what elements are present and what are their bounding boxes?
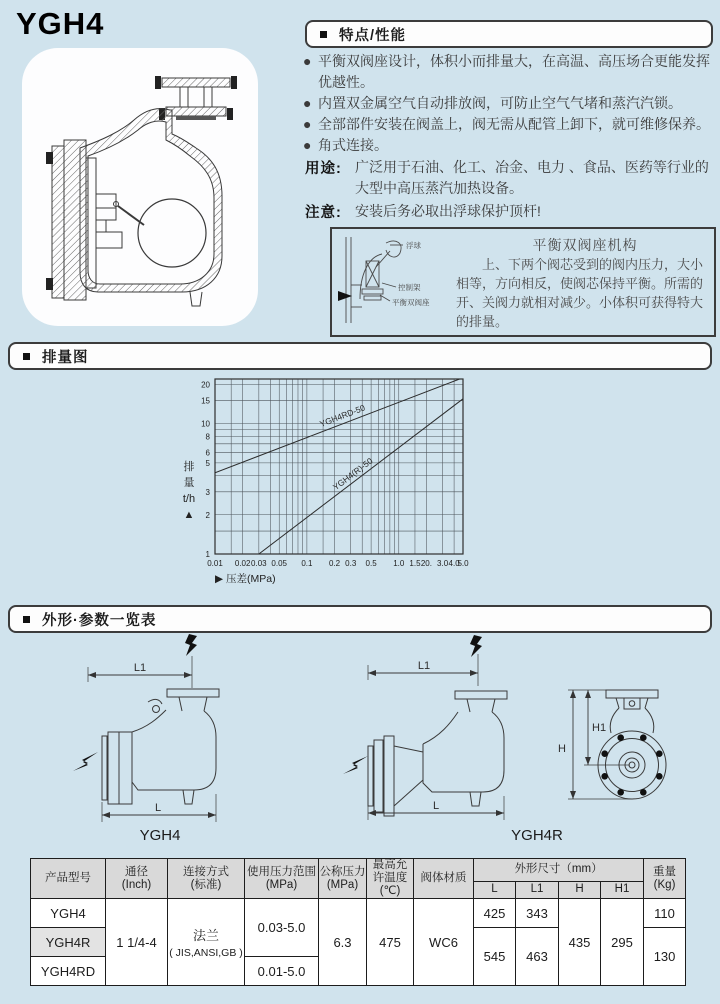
y-axis-label: t/h — [182, 493, 196, 505]
cell-bore: 1 1/4-4 — [106, 899, 168, 986]
feature-item — [303, 93, 717, 114]
plot-border — [215, 379, 463, 554]
section-header-features — [305, 20, 713, 48]
col-header-dim-h1: H1 — [601, 881, 644, 898]
feature-list — [303, 51, 717, 156]
cell-pressure-range: 0.03-5.0 — [245, 899, 319, 957]
cell-dim-l: 545 — [474, 928, 516, 986]
cell-dim-h1: 295 — [601, 899, 644, 986]
feature-item — [303, 114, 717, 135]
mechanism-body-text: 上、下两个阀芯受到的阀内压力，大小相等，方向相反，使阀芯保持平衡。所需的开、关阀力就相对减少。小体积可获得特大的排量。 — [456, 257, 704, 329]
col-header-dim-l1: L1 — [516, 881, 559, 898]
flow-direction-arrow-icon — [343, 756, 368, 774]
col-header-dimensions-group: 外形尺寸（mm） — [474, 859, 644, 882]
x-tick-label: 4.0 — [448, 559, 460, 568]
ygh4r-drawing-label: YGH4R — [511, 827, 563, 844]
section-title: 排量图 — [42, 349, 89, 366]
series-line — [215, 378, 463, 473]
col-header-bore: 通径 (Inch) — [106, 859, 168, 899]
y-tick-label: 3 — [205, 487, 210, 497]
dim-label-l: L — [154, 802, 162, 814]
y-tick-label: 6 — [205, 448, 210, 458]
mechanism-title: 平衡双阀座机构 — [532, 237, 638, 253]
section-marker-icon — [320, 31, 327, 38]
col-header-max-temp: 最高允 许温度 (℃) — [367, 859, 414, 899]
dim-label-h: H — [558, 743, 566, 755]
section-header-discharge-chart — [8, 342, 712, 370]
x-tick-label: 0.5 — [365, 559, 377, 568]
cell-dim-l: 425 — [474, 899, 516, 928]
mechanism-note-box — [330, 227, 716, 337]
col-header-dim-l: L — [474, 881, 516, 898]
feature-text: 内置双金属空气自动排放阀，可防止空气气堵和蒸汽汽锁。 — [318, 95, 682, 111]
flow-direction-arrow-icon — [470, 635, 482, 657]
page-title: YGH4 — [16, 6, 105, 41]
y-tick-label: 20 — [201, 380, 210, 390]
x-tick-label: 0.05 — [271, 559, 288, 568]
x-tick-label: 20. — [420, 559, 432, 568]
cell-body-material: WC6 — [414, 899, 474, 986]
flow-direction-arrow-icon — [73, 752, 98, 771]
x-tick-label: 5.0 — [457, 559, 469, 568]
cell-dim-l1: 463 — [516, 928, 559, 986]
product-cross-section-box — [22, 48, 258, 326]
table-row-ygh4 — [31, 899, 686, 928]
bullet-icon: ● — [303, 95, 312, 111]
section-title: 特点/性能 — [339, 27, 407, 44]
float-ball-label: 浮球 — [406, 241, 421, 250]
valve-cross-section-drawing — [22, 48, 258, 326]
section-header-outline — [8, 605, 712, 633]
discharge-chart-svg — [163, 372, 493, 607]
y-tick-label: 5 — [205, 458, 210, 468]
x-tick-label: 1.5 — [409, 559, 421, 568]
feature-item — [303, 51, 717, 93]
x-axis-label: ▶ 压差(MPa) — [215, 573, 276, 585]
cell-model: YGH4R — [31, 928, 106, 957]
y-tick-label: 15 — [201, 396, 210, 406]
x-tick-label: 0.1 — [301, 559, 313, 568]
outline-drawings — [0, 632, 720, 855]
col-header-dim-h: H — [559, 881, 601, 898]
bullet-icon: ● — [303, 137, 312, 153]
x-tick-label: 0.02 — [234, 559, 251, 568]
series-label: YGH4(R)-50 — [330, 455, 375, 493]
cell-weight: 130 — [644, 928, 686, 986]
caution-text: 安装后务必取出浮球保护顶杆! — [355, 203, 541, 219]
caution-label: 注意: — [305, 205, 342, 221]
feature-item — [303, 135, 717, 156]
cell-pressure-range: 0.01-5.0 — [245, 957, 319, 986]
section-marker-icon — [23, 616, 30, 623]
y-tick-label: 1 — [205, 550, 210, 559]
dim-label-h1: H1 — [592, 722, 607, 734]
y-tick-label: 10 — [201, 419, 210, 429]
discharge-chart — [163, 372, 493, 607]
flow-direction-arrow-icon — [338, 291, 352, 301]
col-header-model: 产品型号 — [31, 859, 106, 899]
col-header-body-material: 阀体材质 — [414, 859, 474, 899]
feature-text: 全部部件安装在阀盖上，阀无需从配管上卸下，就可维修保养。 — [318, 116, 710, 132]
series-label: YGH4RD-50 — [318, 402, 367, 429]
feature-text: 平衡双阀座设计，体积小而排量大，在高温、高压场合更能发挥优越性。 — [318, 53, 710, 90]
bullet-icon: ● — [303, 53, 312, 69]
ygh4r-front-view-drawing — [568, 690, 666, 799]
dim-label-l1: L1 — [417, 660, 431, 672]
y-tick-label: 2 — [205, 510, 210, 520]
cell-model: YGH4RD — [31, 957, 106, 986]
y-axis-label: 排 — [183, 461, 195, 473]
dim-label-l1: L1 — [133, 662, 147, 674]
cell-dim-h: 435 — [559, 899, 601, 986]
spec-table — [30, 858, 686, 986]
ygh4-drawing-label: YGH4 — [139, 827, 181, 844]
cell-nominal-pressure: 6.3 — [319, 899, 367, 986]
x-tick-label: 0.2 — [328, 559, 341, 568]
mechanism-mini-diagram — [336, 233, 456, 329]
cell-dim-l1: 343 — [516, 899, 559, 928]
y-tick-label: 8 — [205, 432, 210, 442]
x-tick-label: 0.3 — [345, 559, 357, 568]
section-title: 外形·参数一览表 — [42, 612, 157, 629]
cell-connection: 法兰 ( JIS,ANSI,GB ) — [168, 899, 245, 986]
x-tick-label: 1.0 — [393, 559, 405, 568]
col-header-pressure-range: 使用压力范围 (MPa) — [245, 859, 319, 899]
dim-label-l: L — [432, 800, 440, 812]
usage-text: 广泛用于石油、化工、冶金、电力 、食品、医药等行业的大型中高压蒸汽加热设备。 — [355, 159, 709, 196]
col-header-weight: 重量 (Kg) — [644, 859, 686, 899]
cell-model: YGH4 — [31, 899, 106, 928]
col-header-connection: 连接方式 (标准) — [168, 859, 245, 899]
bullet-icon: ● — [303, 116, 312, 132]
control-frame-label: 控制架 — [398, 283, 421, 292]
feature-text: 角式连接。 — [318, 137, 388, 153]
balanced-seat-label: 平衡双阀座 — [392, 298, 430, 307]
cell-weight: 110 — [644, 899, 686, 928]
usage-label: 用途: — [305, 161, 342, 177]
x-tick-label: 0.01 — [207, 559, 223, 568]
section-marker-icon — [23, 353, 30, 360]
y-axis-label: ▲ — [183, 509, 195, 521]
series-line — [259, 399, 463, 554]
cell-max-temp: 475 — [367, 899, 414, 986]
flow-direction-arrow-icon — [185, 634, 197, 656]
x-tick-label: 3.0 — [437, 559, 449, 568]
col-header-nominal-pressure: 公称压力 (MPa) — [319, 859, 367, 899]
y-axis-label: 量 — [183, 477, 195, 489]
x-tick-label: 0.03 — [251, 559, 267, 568]
